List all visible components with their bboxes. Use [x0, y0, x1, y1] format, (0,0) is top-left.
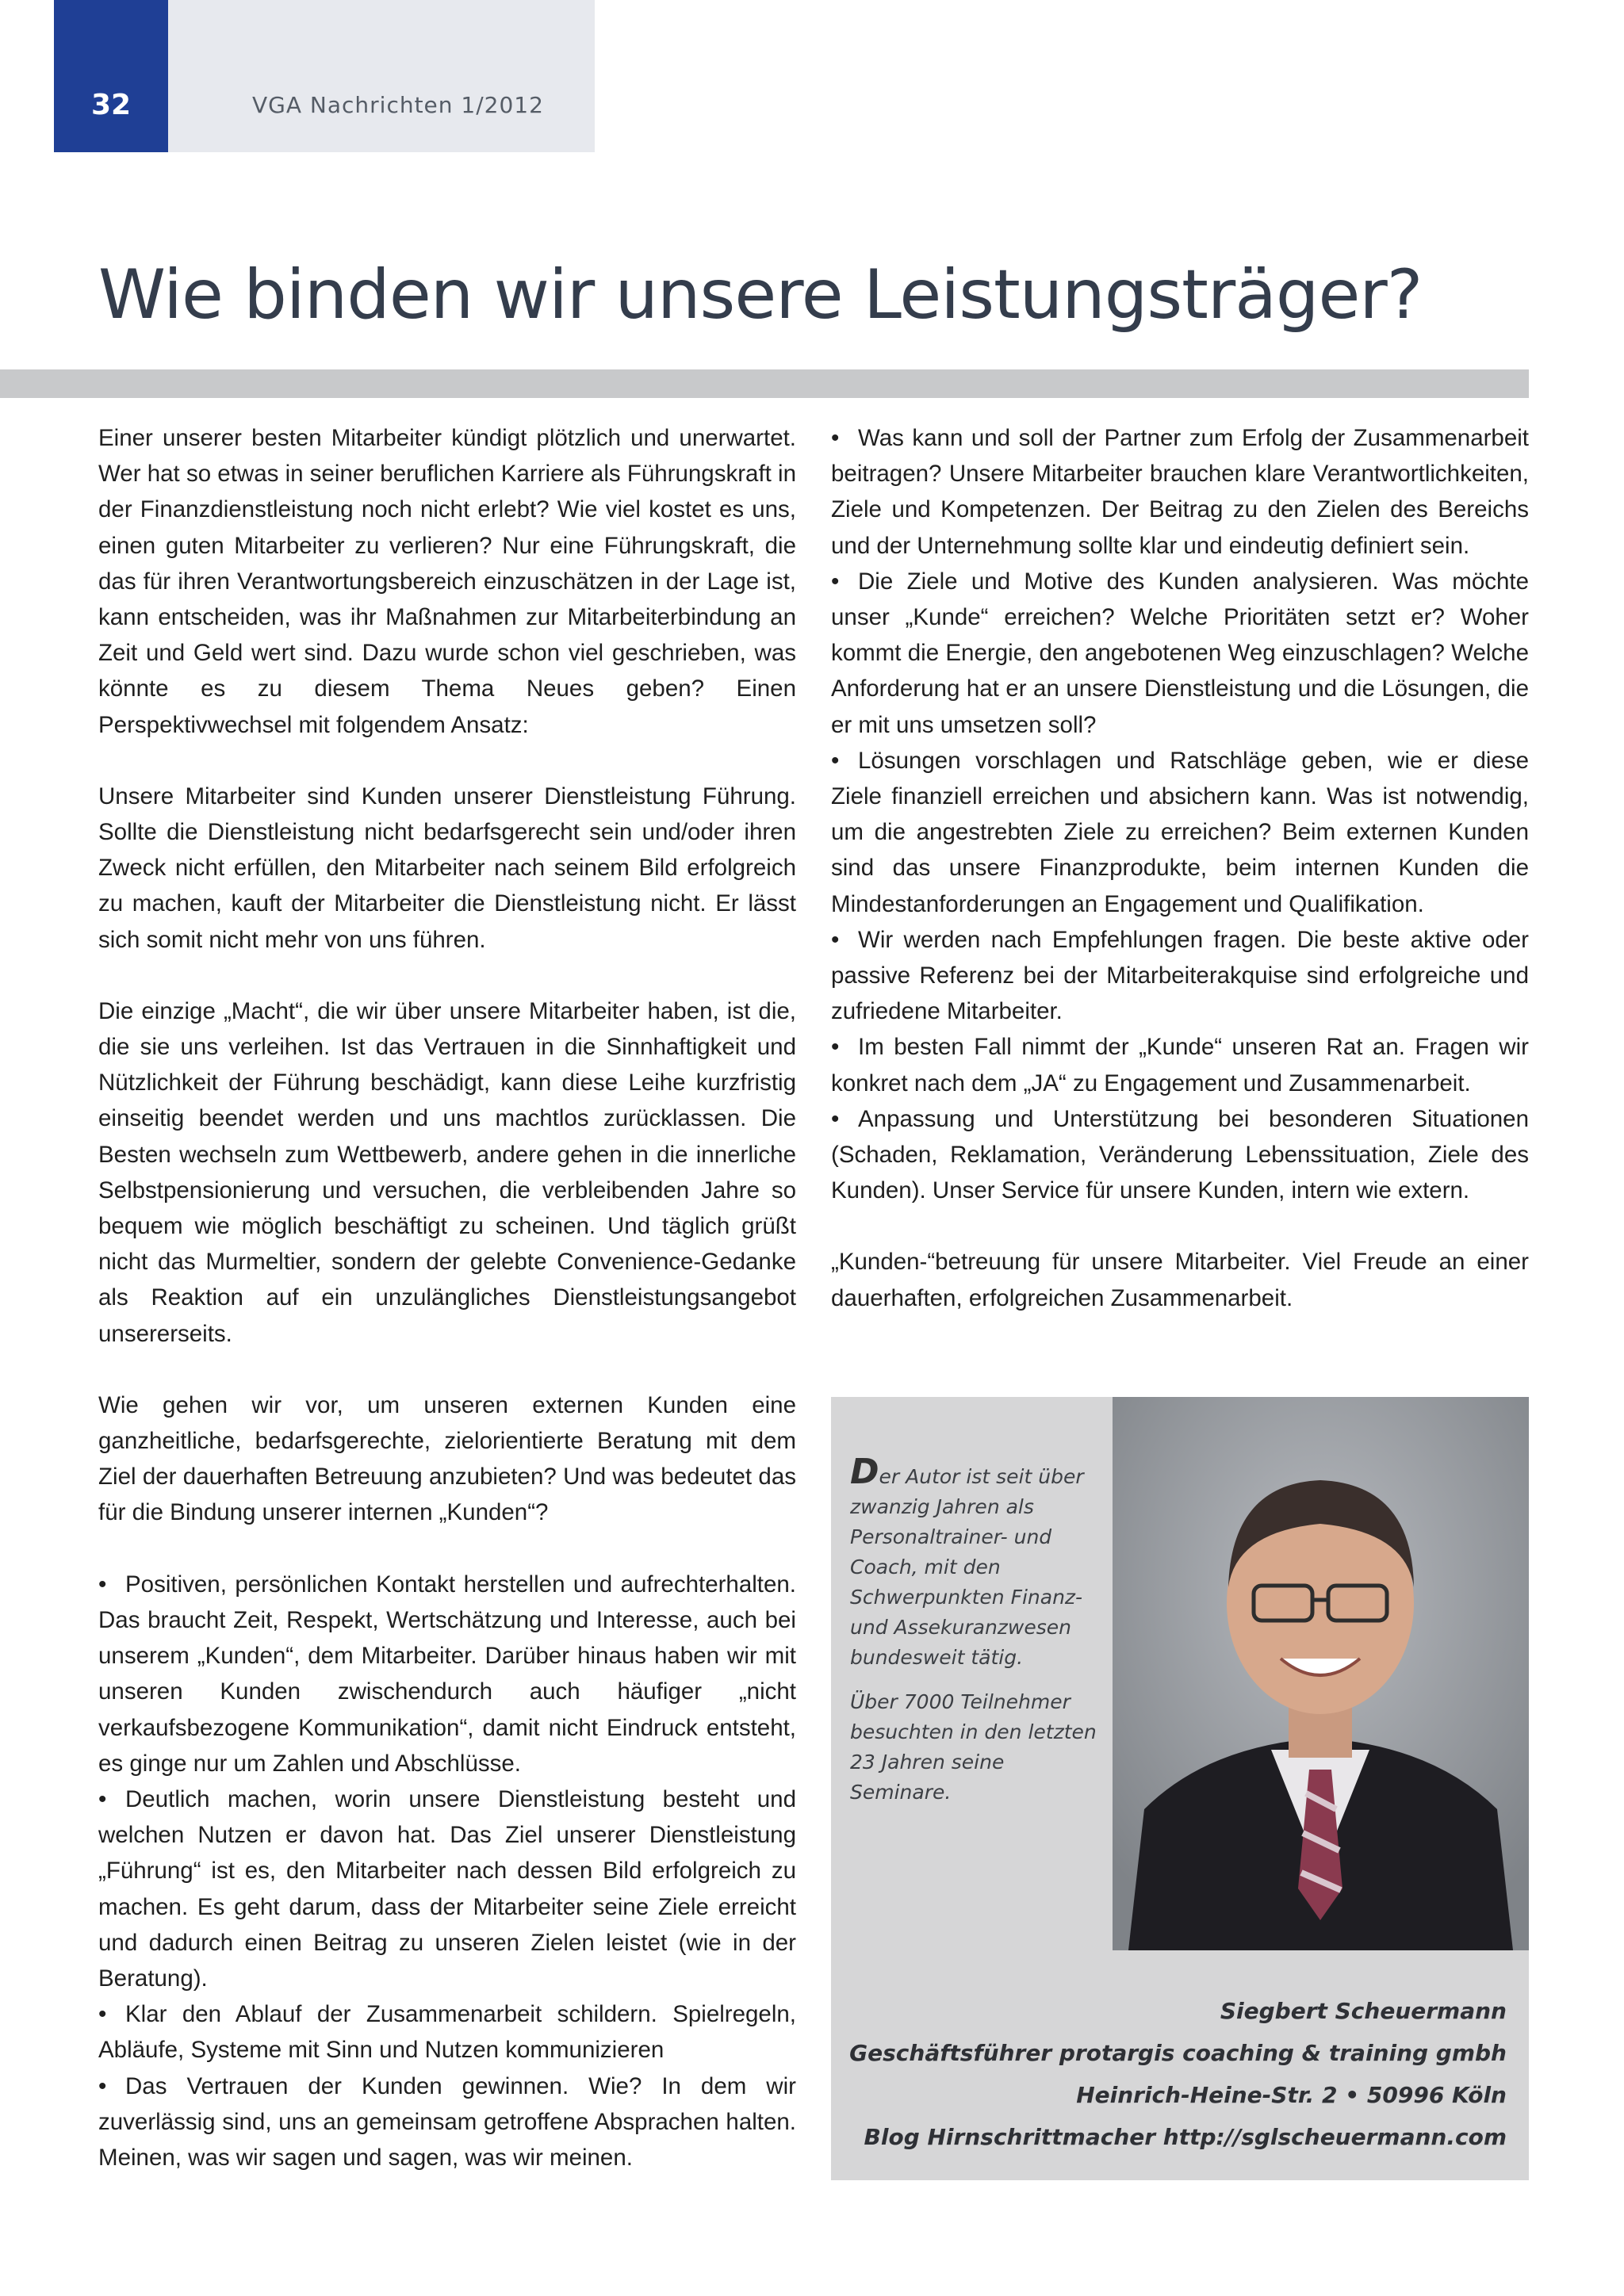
publication-title: VGA Nachrichten 1/2012: [252, 92, 544, 118]
paragraph-power: Die einzige „Macht“, die wir über unsere Mitarbeiter haben, ist die, die sie uns verleihen. Ist das Vertrauen in die Sinnhaftigkeit und Nützlichkeit der Führung beschädigt, kann diese Leihe kurzfristig einseitig beendet werden und uns machtlos zurücklassen. Die Besten wechseln zum Wettbewerb, andere gehen in die innerliche Selbstpensionierung und versuchen, die verbleibenden Jahre so bequem wie möglich beschäftigt zu scheinen. Und täglich grüßt nicht das Murmeltier, sondern der gelebte Convenience-Gedanke als Reaktion auf ein unzulängliches Dienstleistungsangebot unsererseits.: [98, 997, 796, 1347]
author-position: Geschäftsführer protargis coaching & training gmbh: [849, 2040, 1507, 2066]
bullet-item: • Lösungen vorschlagen und Ratschläge geben, wie er diese Ziele finanziell erreichen und absichern kann. Was ist notwendig, um die angestrebten Ziele zu erreichen? Beim externen Kunden sind das unsere Finanzprodukte, beim internen Kunden die Mindestanforderungen an Engagement und Qualifikation.: [831, 743, 1529, 922]
intro-paragraph: Einer unserer besten Mitarbeiter kündigt plötzlich und unerwartet. Wer hat so etwas in seiner beruflichen Karriere als Führungskraft in der Finanzdienstleistung noch nicht erlebt? Wie viel kostet es uns, einen guten Mitarbeiter zu verlieren? Nur eine Führungskraft, die das für ihren Verantwortungsbereich einzuschätzen in der Lage ist, kann entscheiden, was ihr Maßnahmen zur Mitarbeiterbindung an Zeit und Geld wert sind. Dazu wurde schon viel geschrieben, was könnte es zu diesem Thema Neues geben? Einen Perspektivwechsel mit folgendem Ansatz:: [98, 425, 796, 738]
bio-paragraph: Der Autor ist seit über zwanzig Jahren als Personaltrainer- und Coach, mit den Schwerpunkten Finanz- und Assekuranzwesen bundesweit tätig.: [850, 1452, 1084, 1669]
left-column: [98, 420, 796, 2175]
closing-paragraph: „Kunden-“betreuung für unsere Mitarbeiter. Viel Freude an einer dauerhaften, erfolgreichen Zusammenarbeit.: [831, 1249, 1529, 1311]
bullet-item: • Im besten Fall nimmt der „Kunde“ unseren Rat an. Fragen wir konkret nach dem „JA“ zu Engagement und Zusammenarbeit.: [831, 1029, 1529, 1100]
article-title: Wie binden wir unsere Leistungsträger?: [98, 255, 1423, 335]
author-signature: [825, 1990, 1507, 2158]
page-number-box: [54, 0, 168, 152]
author-bio: [850, 1452, 1101, 1822]
bullet-item: • Anpassung und Unterstützung bei besonderen Situationen (Schaden, Reklamation, Veränderung Lebenssituation, Ziele des Kunden). Unser Service für unsere Kunden, intern wie extern.: [831, 1101, 1529, 1209]
author-address: Heinrich-Heine-Str. 2 • 50996 Köln: [1076, 2082, 1507, 2108]
paragraph-approach: Wie gehen wir vor, um unseren externen Kunden eine ganzheitliche, bedarfsgerechte, zielorientierte Beratung mit dem Ziel der dauerhaften Betreuung anzubieten? Und was bedeutet das für die Bindung unserer internen „Kunden“?: [98, 1391, 796, 1526]
paragraph-customers: Unsere Mitarbeiter sind Kunden unserer Dienstleistung Führung. Sollte die Dienstleistung nicht bedarfsgerecht sein und/oder ihren Zweck nicht erfüllen, den Mitarbeiter nach seinem Bild erfolgreich zu machen, kauft der Mitarbeiter die Dienstleistung nicht. Er lässt sich somit nicht mehr von uns führen.: [98, 783, 796, 953]
bullet-item: • Das Vertrauen der Kunden gewinnen. Wie? In dem wir zuverlässig sind, uns an gemeinsam getroffene Absprachen halten. Meinen, was wir sagen und sagen, was wir meinen.: [98, 2068, 796, 2176]
author-blog: Blog Hirnschrittmacher http://sglscheuermann.com: [864, 2124, 1507, 2150]
author-portrait: [1113, 1397, 1529, 1950]
bullet-icon: •: [98, 2072, 107, 2099]
bullet-icon: •: [831, 1034, 840, 1061]
drop-cap: D: [850, 1452, 879, 1492]
portrait-illustration: [1113, 1397, 1529, 1950]
bullet-item: • Positiven, persönlichen Kontakt herstellen und aufrechterhalten. Das braucht Zeit, Respekt, Wertschätzung und Interesse, auch bei unserem „Kunden“, dem Mitarbeiter. Darüber hinaus haben wir mit unseren Kunden zwischendurch auch häufiger „nicht verkaufsbezogene Kommunikation“, damit nicht Eindruck entsteht, es ginge nur um Zahlen und Abschlüsse.: [98, 1567, 796, 1781]
bullet-icon: •: [831, 926, 840, 953]
author-name: Siegbert Scheuermann: [1220, 1998, 1507, 2024]
bullet-icon: •: [831, 568, 840, 595]
page-number: 32: [90, 89, 132, 121]
bullet-icon: •: [831, 747, 840, 774]
bullet-item: • Die Ziele und Motive des Kunden analysieren. Was möchte unser „Kunde“ erreichen? Welche Prioritäten setzt er? Woher kommt die Energie, den angebotenen Weg einzuschlagen? Welche Anforderung hat er an unsere Dienstleistung und die Lösungen, die er mit uns umsetzen soll?: [831, 564, 1529, 743]
bullet-icon: •: [831, 1105, 840, 1132]
bullet-item: • Deutlich machen, worin unsere Dienstleistung besteht und welchen Nutzen er davon hat. Das Ziel unserer Dienstleistung „Führung“ ist es, den Mitarbeiter nach dessen Bild erfolgreich zu machen. Es geht darum, dass der Mitarbeiter seine Ziele erreicht und dadurch einen Beitrag zu unseren Zielen leistet (wie in der Beratung).: [98, 1781, 796, 1996]
title-rule: [0, 369, 1529, 398]
bullet-item: • Wir werden nach Empfehlungen fragen. Die beste aktive oder passive Referenz bei der Mitarbeiterakquise sind erfolgreiche und zufriedene Mitarbeiter.: [831, 922, 1529, 1030]
bullet-icon: •: [98, 2001, 107, 2028]
right-column: [831, 420, 1529, 1316]
bullet-icon: •: [831, 425, 840, 451]
bio-paragraph: Über 7000 Teilnehmer besuchten in den letzten 23 Jahren seine Seminare.: [850, 1690, 1097, 1804]
bullet-icon: •: [98, 1571, 107, 1598]
bullet-item: • Klar den Ablauf der Zusammenarbeit schildern. Spielregeln, Abläufe, Systeme mit Sinn und Nutzen kommunizieren: [98, 1996, 796, 2068]
bullet-icon: •: [98, 1785, 107, 1812]
bullet-item: • Was kann und soll der Partner zum Erfolg der Zusammenarbeit beitragen? Unsere Mitarbeiter brauchen klare Verantwortlichkeiten, Ziele und Kompetenzen. Der Beitrag zu den Zielen des Bereichs und der Unternehmung sollte klar und eindeutig definiert sein.: [831, 420, 1529, 564]
